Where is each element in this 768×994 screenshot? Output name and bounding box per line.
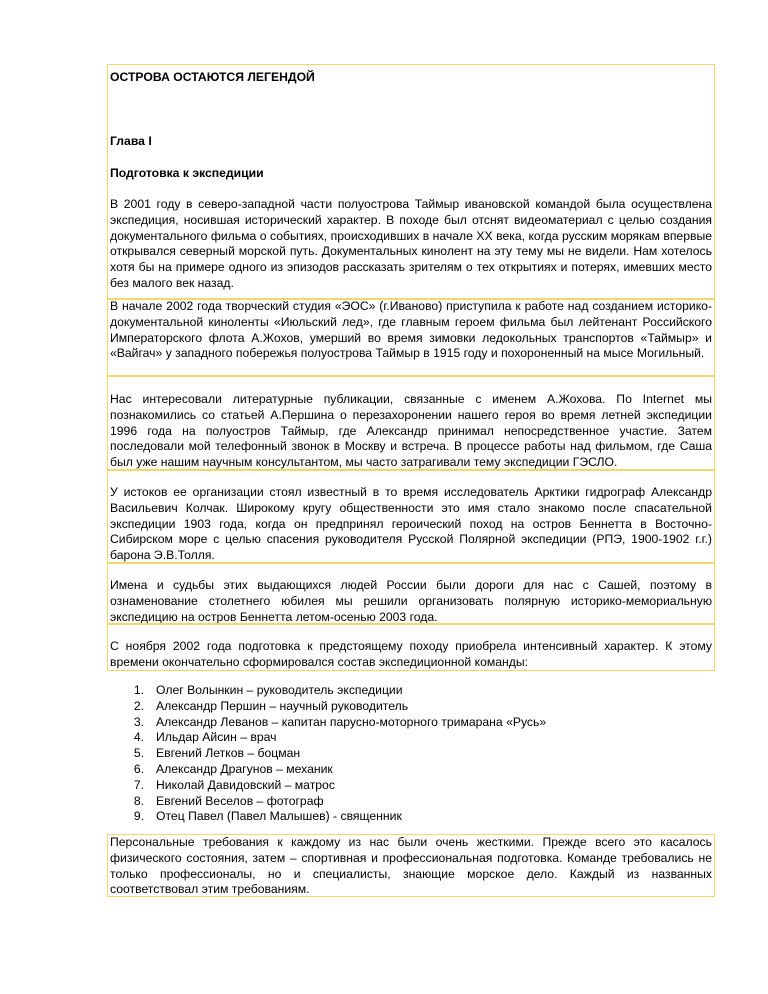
list-item xyxy=(130,809,546,825)
list-item-number: 3. xyxy=(133,714,144,729)
text-frame-paragraph-4 xyxy=(107,469,715,564)
section-heading: Подготовка к экспедиции xyxy=(110,166,264,180)
list-item-number: 8. xyxy=(133,793,144,808)
paragraph-7: Персональные требования к каждому из нас были очень жесткими. Прежде всего это касалось физического состояния, затем – спортивная и профессиональная подготовка. Команде требовались не только профессионалы, но и специалисты, знающие морское дело. Каждый из названных соответствовал этим требованиям. xyxy=(110,835,712,897)
paragraph-5: Имена и судьбы этих выдающихся людей России были дороги для нас с Сашей, поэтому в ознаменование столетнего юбилея мы решили организовать полярную историко-мемориальную экспедицию на остров Беннетта летом-осенью 2003 года. xyxy=(110,578,712,624)
paragraph-6: С ноября 2002 года подготовка к предстоящему походу приобрела интенсивный характер. К этому времени окончательно сформировался состав экспедиционной команды: xyxy=(110,639,712,669)
text-frame-paragraph-5 xyxy=(107,562,715,625)
list-item-text: Александр Леванов – капитан парусно-моторного тримарана «Русь» xyxy=(156,714,547,729)
list-item-text: Отец Павел (Павел Малышев) - священник xyxy=(156,809,402,824)
paragraph-3: Нас интересовали литературные публикации, связанные с именем А.Жохова. По Internet мы познакомились со статьей А.Першина о перезахоронении нашего героя во время летней экспедиции 1996 года на полуостров Таймыр, где Александр принимал непосредственное участие. Затем последовали мой телефонный звонок в Москву и встреча. В процессе работы над фильмом, где Саша был уже нашим научным консультантом, мы часто затрагивали тему экспедиции ГЭСЛО. xyxy=(110,392,712,470)
list-item-number: 9. xyxy=(133,809,144,824)
list-item xyxy=(130,683,546,699)
list-item xyxy=(130,794,546,810)
list-item xyxy=(130,746,546,762)
list-item-number: 4. xyxy=(133,730,144,745)
text-frame-paragraph-2 xyxy=(107,298,715,377)
list-item xyxy=(130,699,546,715)
paragraph-1: В 2001 году в северо-западной части полуострова Таймыр ивановской командой была осуществлена экспедиция, носившая исторический характер. В походе был отснят видеоматериал с целью создания документального фильма о событиях, происходивших в начале XX века, когда русским морякам впервые открывался северный морской путь. Документальных кинолент на эту тему мы не видели. Нам хотелось хотя бы на примере одного из эпизодов рассказать зрителям о тех открытиях и потерях, имевших место без малого век назад. xyxy=(110,197,712,290)
list-item xyxy=(130,762,546,778)
list-item-text: Александр Драгунов – механик xyxy=(156,761,333,776)
document-title: ОСТРОВА ОСТАЮТСЯ ЛЕГЕНДОЙ xyxy=(110,70,315,84)
text-frame-paragraph-3 xyxy=(107,375,715,471)
text-frame-intro xyxy=(107,64,715,300)
list-item-number: 5. xyxy=(133,746,144,761)
text-frame-paragraph-7 xyxy=(107,834,715,897)
list-item xyxy=(130,715,546,731)
list-item-text: Евгений Веселов – фотограф xyxy=(156,793,324,808)
list-item-text: Николай Давидовский – матрос xyxy=(156,777,335,792)
list-item-number: 7. xyxy=(133,777,144,792)
crew-list xyxy=(130,683,546,825)
list-item-text: Ильдар Айсин – врач xyxy=(156,730,277,745)
paragraph-4: У истоков ее организации стоял известный в то время исследователь Арктики гидрограф Александр Васильевич Колчак. Широкому кругу общественности это имя стало знакомо после спасательной экспедиции 1903 года, когда он предпринял героический поход на остров Беннетта в Восточно-Сибирском море с целью спасения руководителя Русской Полярной экспедиции (РПЭ, 1900-1902 г.г.) барона Э.В.Толля. xyxy=(110,485,712,563)
list-item-number: 1. xyxy=(133,683,144,697)
list-item-text: Олег Волынкин – руководитель экспедиции xyxy=(156,683,403,697)
list-item-text: Евгений Летков – боцман xyxy=(156,746,301,761)
text-frame-paragraph-6 xyxy=(107,623,715,671)
paragraph-2: В начале 2002 года творческий студия «ЭОС» (г.Иваново) приступила к работе над созданием историко-документальной киноленты «Июльский лед», где главным героем фильма был лейтенант Российского Императорского флота А.Жохов, умерший во время зимовки ледокольных транспортов «Таймыр» и «Вайгач» у западного побережья полуострова Таймыр в 1915 году и похороненный на мысе Могильный. xyxy=(110,299,712,361)
list-item xyxy=(130,730,546,746)
chapter-heading: Глава I xyxy=(110,134,152,148)
list-item-number: 2. xyxy=(133,698,144,713)
list-item-number: 6. xyxy=(133,761,144,776)
list-item xyxy=(130,778,546,794)
list-item-text: Александр Першин – научный руководитель xyxy=(156,698,409,713)
